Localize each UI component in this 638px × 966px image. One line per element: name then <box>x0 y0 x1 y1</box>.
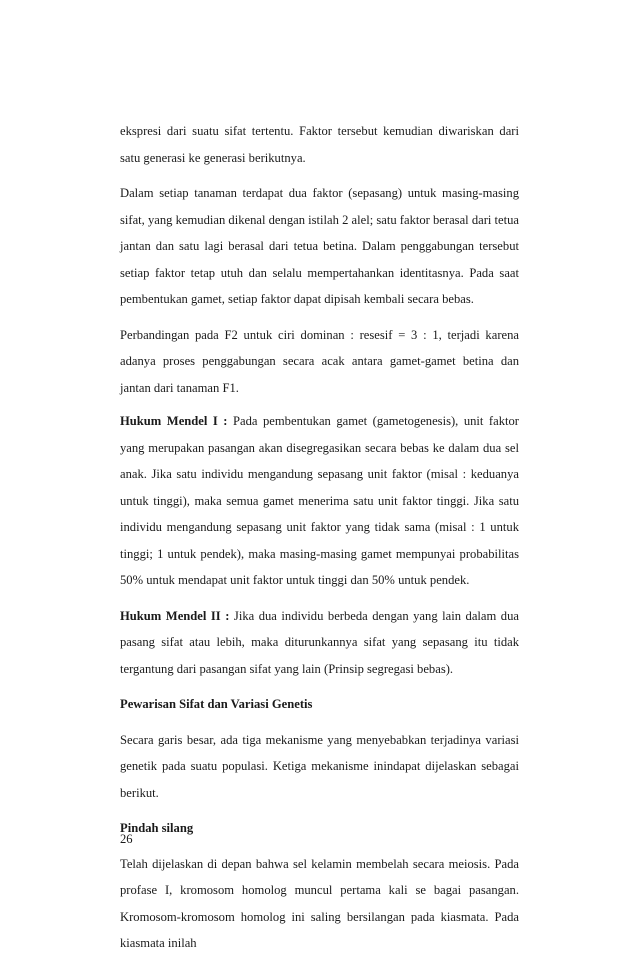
heading-inheritance-variation: Pewarisan Sifat dan Variasi Genetis <box>120 697 313 711</box>
page-body <box>120 118 519 966</box>
paragraph-crossing-over: Telah dijelaskan di depan bahwa sel kelamin membelah secara meiosis. Pada profase I, kromosom homolog muncul pertama kali se bagai pasangan. Kromosom-kromosom homolog ini saling bersilangan pada kiasmata. Pada kiasmata inilah <box>120 856 519 950</box>
paragraph-f2-ratio: Perbandingan pada F2 untuk ciri dominan : resesif = 3 : 1, terjadi karena adanya proses penggabungan secara acak antara gamet-gamet betina dan jantan dari tanaman F1. <box>120 327 519 395</box>
mendel-law-2-label: Hukum Mendel II : <box>120 608 230 623</box>
mendel-law-1-label: Hukum Mendel I : <box>120 414 228 428</box>
paragraph-mendel-law-1 <box>120 408 519 594</box>
paragraph-three-mechanisms: Secara garis besar, ada tiga mekanisme yang menyebabkan terjadinya variasi genetik pada suatu populasi. Ketiga mekanisme inindapat dijelaskan sebagai berikut. <box>120 732 519 800</box>
page-number: 26 <box>120 832 133 846</box>
heading-crossing-over: Pindah silang <box>120 821 194 835</box>
mendel-law-2-text: Jika dua individu berbeda dengan yang lain dalam dua pasang sifat atau lebih, maka diturunkannya sifat yang sepasang itu tidak tergantung dari pasangan sifat yang lain (Prinsip segregasi bebas). <box>120 608 519 676</box>
mendel-law-1-text: Pada pembentukan gamet (gametogenesis), unit faktor yang merupakan pasangan akan disegregasikan secara bebas ke dalam dua sel anak. Jika satu individu mengandung sepasang unit faktor (misal : keduanya untuk tinggi), maka semua gamet menerima satu unit faktor tinggi. Jika satu individu mengandung sepasang unit faktor yang tidak sama (misal : 1 untuk tinggi; 1 untuk pendek), maka masing-masing gamet mempunyai probabilitas 50% untuk mendapat unit faktor untuk tinggi dan 50% untuk pendek. <box>120 414 519 587</box>
paragraph-mendel-law-2 <box>120 603 519 683</box>
paragraph-two-factors: Dalam setiap tanaman terdapat dua faktor (sepasang) untuk masing-masing sifat, yang kemudian dikenal dengan istilah 2 alel; satu faktor berasal dari tetua jantan dan satu lagi berasal dari tetua betina. Dalam penggabungan tersebut setiap faktor tetap utuh dan selalu mempertahankan identitasnya. Pada saat pembentukan gamet, setiap faktor dapat dipisah kembali secara bebas. <box>120 186 520 306</box>
paragraph-continuation: ekspresi dari suatu sifat tertentu. Faktor tersebut kemudian diwariskan dari satu generasi ke generasi berikutnya. <box>120 124 519 165</box>
